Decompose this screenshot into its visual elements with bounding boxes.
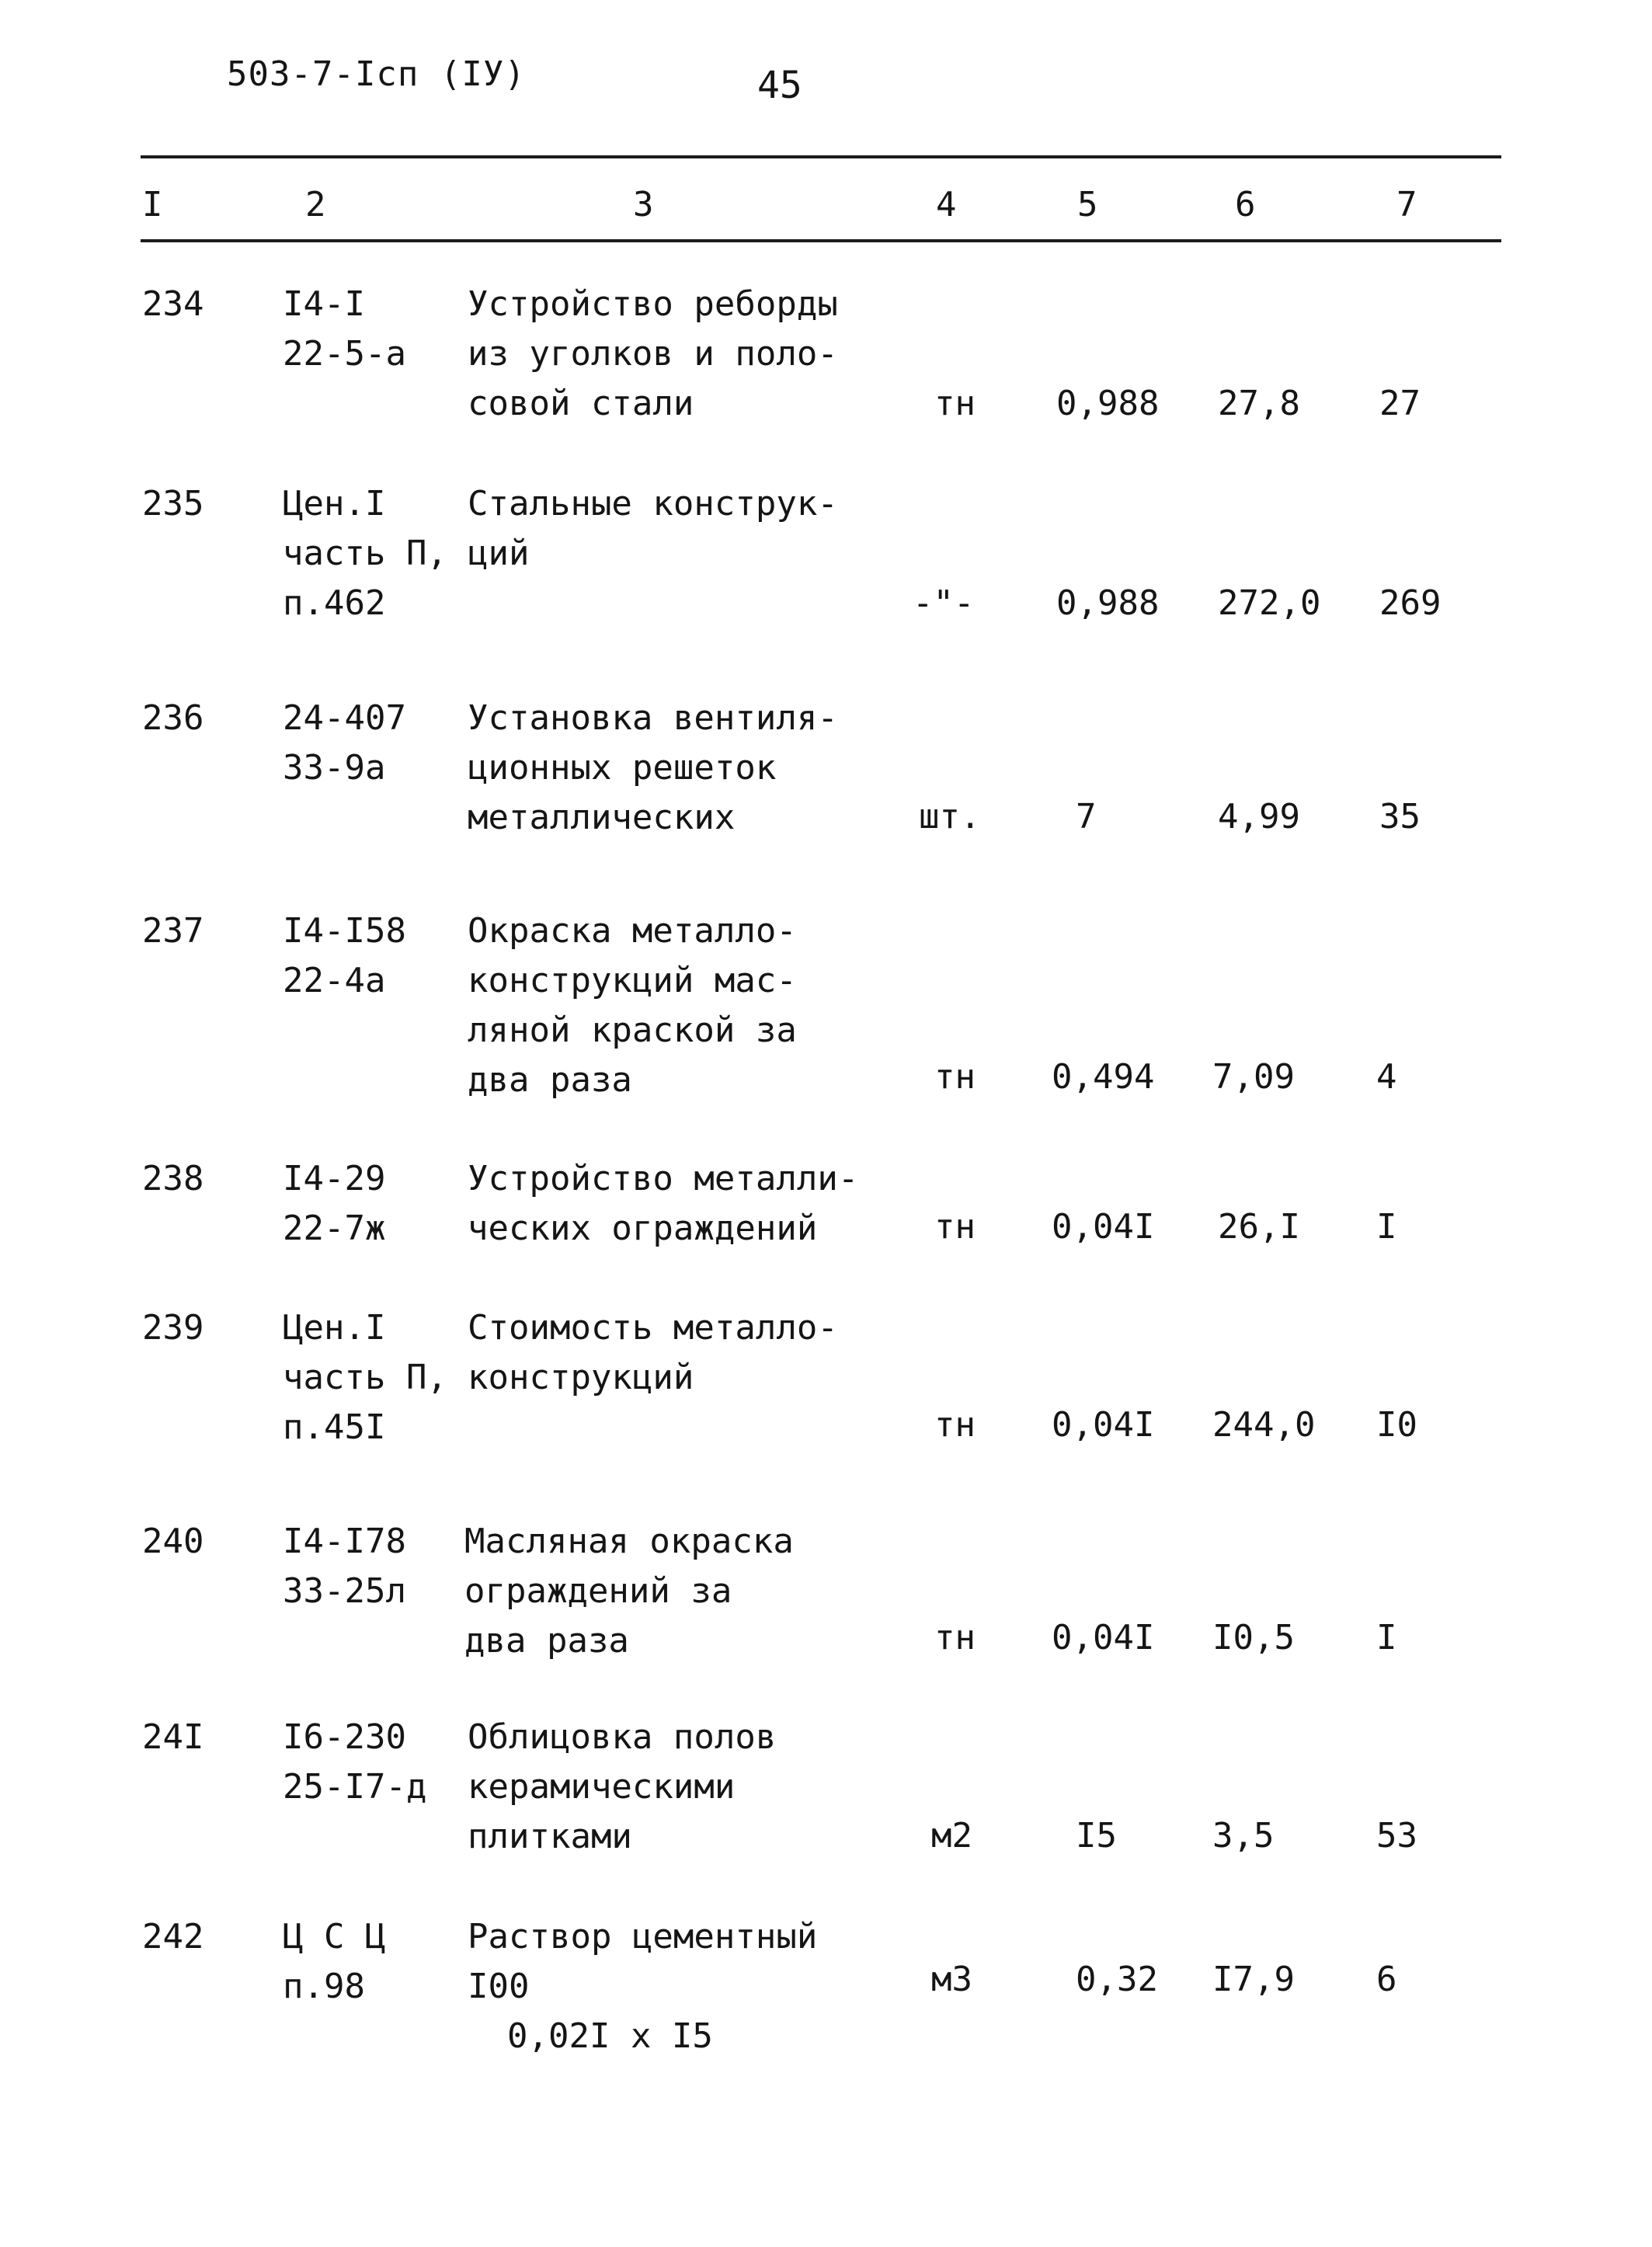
document-code: 503-7-Iсп (IУ) — [227, 54, 526, 94]
norm-code: I6-230 25-I7-д — [283, 1717, 427, 1807]
column-header-6: 6 — [1235, 185, 1256, 224]
unit: тн — [934, 1405, 976, 1445]
norm-code: Цен.I часть П, п.462 — [283, 484, 447, 623]
unit-price: 244,0 — [1212, 1405, 1316, 1445]
work-name: Окраска металло- конструкций мас- ляной краской за два раза — [468, 911, 797, 1100]
norm-code: 24-407 33-9а — [283, 698, 406, 788]
total: 35 — [1379, 797, 1421, 837]
unit: тн — [934, 1057, 976, 1097]
quantity: 7 — [1076, 797, 1097, 837]
quantity: 0,988 — [1056, 384, 1160, 423]
total: 6 — [1376, 1960, 1397, 1999]
total: 4 — [1376, 1057, 1397, 1097]
unit: -"- — [913, 583, 975, 623]
column-header-2: 2 — [305, 185, 326, 224]
quantity: 0,04I — [1052, 1618, 1155, 1657]
row-number: 239 — [142, 1308, 204, 1348]
row-number: 235 — [142, 484, 204, 523]
row-number: 234 — [142, 284, 204, 324]
column-header-4: 4 — [936, 185, 957, 224]
work-name: Устройство реборды из уголков и поло- совой стали — [468, 284, 838, 423]
unit: шт. — [919, 797, 981, 837]
row-number: 240 — [142, 1522, 204, 1561]
work-name: Облицовка полов керамическими плитками — [468, 1717, 777, 1856]
total: I — [1376, 1618, 1397, 1657]
unit-price: 4,99 — [1218, 797, 1300, 837]
unit-price: 3,5 — [1212, 1816, 1275, 1856]
total: 27 — [1379, 384, 1421, 423]
total: 53 — [1376, 1816, 1417, 1856]
row-number: 236 — [142, 698, 204, 738]
work-name: Стальные конструк- ций — [468, 484, 838, 573]
unit-price: 272,0 — [1218, 583, 1321, 623]
total: I0 — [1376, 1405, 1417, 1445]
quantity: 0,494 — [1052, 1057, 1155, 1097]
work-name: Масляная окраска ограждений за два раза — [464, 1522, 794, 1661]
work-name: Установка вентиля- ционных решеток металлических — [468, 698, 838, 837]
quantity: 0,988 — [1056, 583, 1160, 623]
work-name: Устройство металли- ческих ограждений — [468, 1159, 859, 1248]
total: 269 — [1379, 583, 1442, 623]
quantity: 0,32 — [1076, 1960, 1158, 1999]
unit-price: I0,5 — [1212, 1618, 1295, 1657]
page-number: 45 — [757, 64, 802, 107]
norm-code: I4-I 22-5-а — [283, 284, 406, 374]
header-bottom-rule — [141, 239, 1501, 242]
row-number: 237 — [142, 911, 204, 951]
row-number: 242 — [142, 1917, 204, 1957]
calculation-note: 0,02I x I5 — [507, 2016, 713, 2056]
unit-price: 26,I — [1218, 1207, 1300, 1247]
unit-price: 7,09 — [1212, 1057, 1295, 1097]
unit-price: 27,8 — [1218, 384, 1300, 423]
column-header-5: 5 — [1077, 185, 1098, 224]
unit-price: I7,9 — [1212, 1960, 1295, 1999]
norm-code: I4-I58 22-4а — [283, 911, 406, 1000]
norm-code: I4-29 22-7ж — [283, 1159, 386, 1248]
work-name: Раствор цементный I00 — [468, 1917, 818, 2006]
unit: м2 — [931, 1816, 972, 1856]
unit: м3 — [931, 1960, 972, 1999]
quantity: I5 — [1076, 1816, 1117, 1856]
table-top-rule — [141, 155, 1501, 158]
unit: тн — [934, 384, 976, 423]
column-header-1: I — [142, 185, 163, 224]
quantity: 0,04I — [1052, 1405, 1155, 1445]
total: I — [1376, 1207, 1397, 1247]
norm-code: Цен.I часть П, п.45I — [283, 1308, 447, 1447]
norm-code: Ц С Ц п.98 — [283, 1917, 386, 2006]
quantity: 0,04I — [1052, 1207, 1155, 1247]
unit: тн — [934, 1207, 976, 1247]
row-number: 238 — [142, 1159, 204, 1198]
work-name: Стоимость металло- конструкций — [468, 1308, 838, 1397]
row-number: 24I — [142, 1717, 204, 1757]
column-header-3: 3 — [633, 185, 654, 224]
column-header-7: 7 — [1396, 185, 1417, 224]
unit: тн — [934, 1618, 976, 1657]
norm-code: I4-I78 33-25л — [283, 1522, 406, 1611]
